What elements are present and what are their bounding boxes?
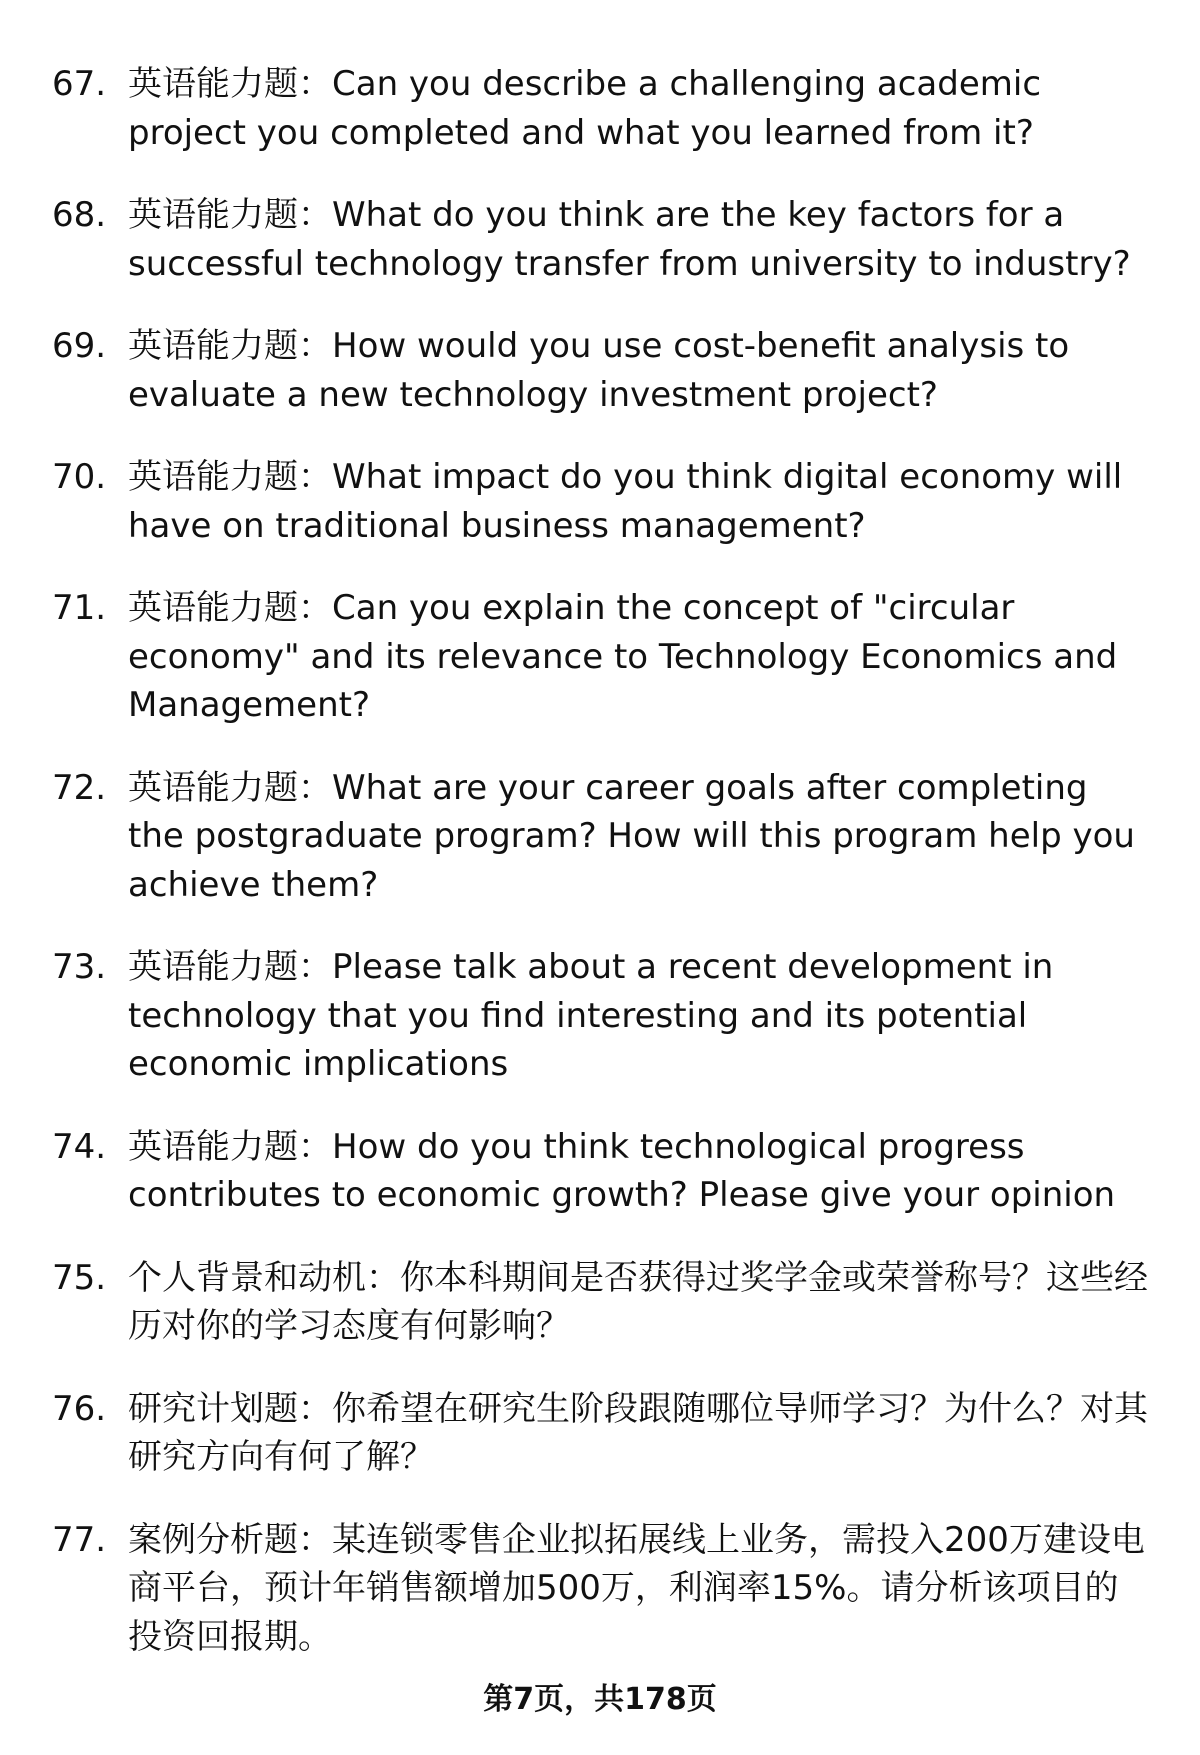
question-item: [0, 1516, 1200, 1662]
question-category: 案例分析题：: [128, 1519, 332, 1560]
question-text: 某连锁零售企业拟拓展线上业务，需投入200万建设电商平台，预计年销售额增加500万，利润率15%。请分析该项目的投资回报期。: [128, 1519, 1145, 1657]
question-category: 英语能力题：: [128, 1126, 332, 1167]
question-number: 74.: [52, 1126, 107, 1167]
question-number: 68.: [52, 195, 107, 235]
question-category: 个人背景和动机：: [128, 1257, 400, 1298]
question-item: [0, 1254, 1200, 1351]
question-number: 77.: [52, 1519, 107, 1560]
question-item: [0, 943, 1200, 1089]
question-number: 73.: [52, 947, 107, 987]
question-text: Can you explain the concept of "circular economy" and its relevance to Technology Economics and Management?: [128, 588, 1118, 725]
question-text: What impact do you think digital economy will have on traditional business management?: [128, 457, 1123, 546]
question-item: [0, 764, 1200, 910]
question-number: 67.: [52, 64, 107, 104]
question-item: [0, 584, 1200, 730]
question-text: How do you think technological progress contributes to economic growth? Please give your opinion: [128, 1126, 1116, 1215]
question-number: 71.: [52, 588, 107, 628]
page-number-footer: 第7页，共178页: [483, 1682, 717, 1717]
question-item: [0, 453, 1200, 550]
question-text: What are your career goals after completing the postgraduate program? How will this program help you achieve them?: [128, 767, 1135, 905]
question-item: [0, 60, 1200, 157]
question-item: [0, 322, 1200, 419]
question-text: 你希望在研究生阶段跟随哪位导师学习？为什么？对其研究方向有何了解？: [128, 1388, 1148, 1477]
question-text: Please talk about a recent development in technology that you find interesting and its potential economic implications: [128, 947, 1054, 1084]
question-text: Can you describe a challenging academic project you completed and what you learned from it?: [128, 64, 1042, 153]
question-item: [0, 1123, 1200, 1220]
question-list: [0, 60, 1200, 1695]
question-number: 70.: [52, 457, 107, 497]
question-category: 英语能力题：: [128, 767, 332, 808]
question-category: 英语能力题：: [128, 195, 332, 235]
question-item: [0, 191, 1200, 288]
question-item: [0, 1385, 1200, 1482]
question-text: How would you use cost-benefit analysis to evaluate a new technology investment project?: [128, 326, 1070, 415]
question-category: 英语能力题：: [128, 457, 332, 497]
question-category: 英语能力题：: [128, 588, 332, 628]
question-category: 英语能力题：: [128, 64, 332, 104]
question-number: 72.: [52, 767, 107, 808]
question-number: 69.: [52, 326, 107, 366]
question-number: 76.: [52, 1388, 107, 1429]
question-number: 75.: [52, 1257, 107, 1298]
question-category: 英语能力题：: [128, 326, 332, 366]
question-text: 你本科期间是否获得过奖学金或荣誉称号？这些经历对你的学习态度有何影响？: [128, 1257, 1148, 1346]
question-category: 英语能力题：: [128, 947, 332, 987]
question-text: What do you think are the key factors for a successful technology transfer from university to industry?: [128, 195, 1131, 284]
question-category: 研究计划题：: [128, 1388, 332, 1429]
